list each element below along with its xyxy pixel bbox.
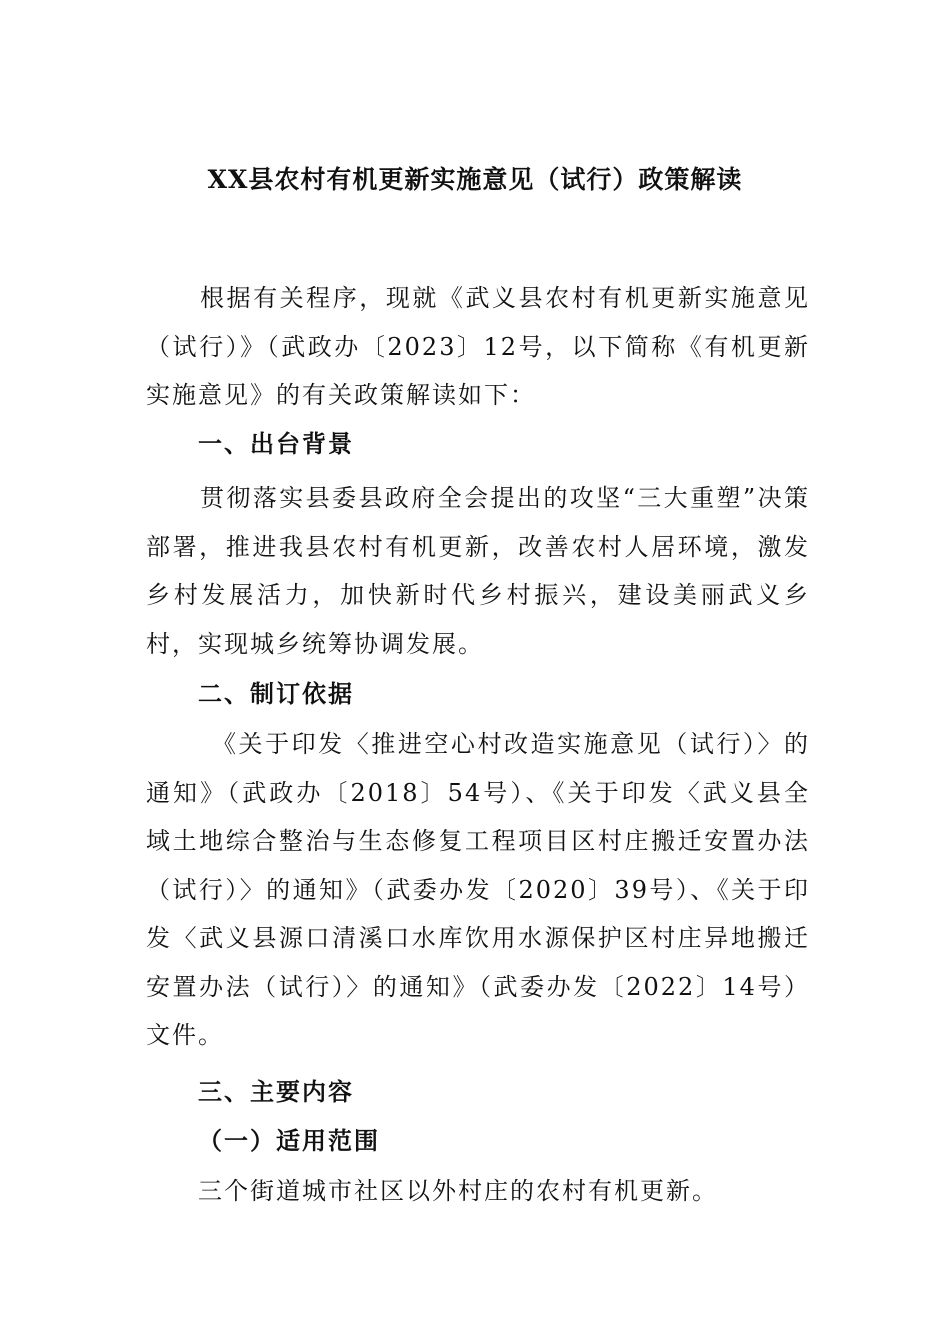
section-3-sub-1-text: 三个街道城市社区以外村庄的农村有机更新。 [198,1177,718,1205]
section-1-paragraph: 贯彻落实县委县政府全会提出的攻坚“三大重塑”决策部署，推进我县农村有机更新，改善农村人居环境，激发乡村发展活力，加快新时代乡村振兴，建设美丽武义乡村，实现城乡统筹协调发展。 [146,484,810,658]
document-title: XX县农村有机更新实施意见（试行）政策解读 [207,165,743,194]
section-2-heading: 二、制订依据 [198,679,354,708]
intro-paragraph: 根据有关程序，现就《武义县农村有机更新实施意见（试行）》（武政办〔2023〕12号，以下简称《有机更新实施意见》的有关政策解读如下： [146,284,810,409]
section-1-heading: 一、出台背景 [198,429,354,458]
section-3-sub-1-heading: （一）适用范围 [198,1126,380,1155]
section-3-heading: 三、主要内容 [198,1077,354,1106]
section-2-paragraph: 《关于印发〈推进空心村改造实施意见（试行）〉的通知》（武政办〔2018〕54号）、《关于印发〈武义县全域土地综合整治与生态修复工程项目区村庄搬迁安置办法（试行）〉的通知》（武委办发〔2020〕39号）、《关于印发〈武义县源口清溪口水库饮用水源保护区村庄异地搬迁安置办法（试行）〉的通知》（武委办发〔2022〕14号）文件。 [146,730,810,1049]
